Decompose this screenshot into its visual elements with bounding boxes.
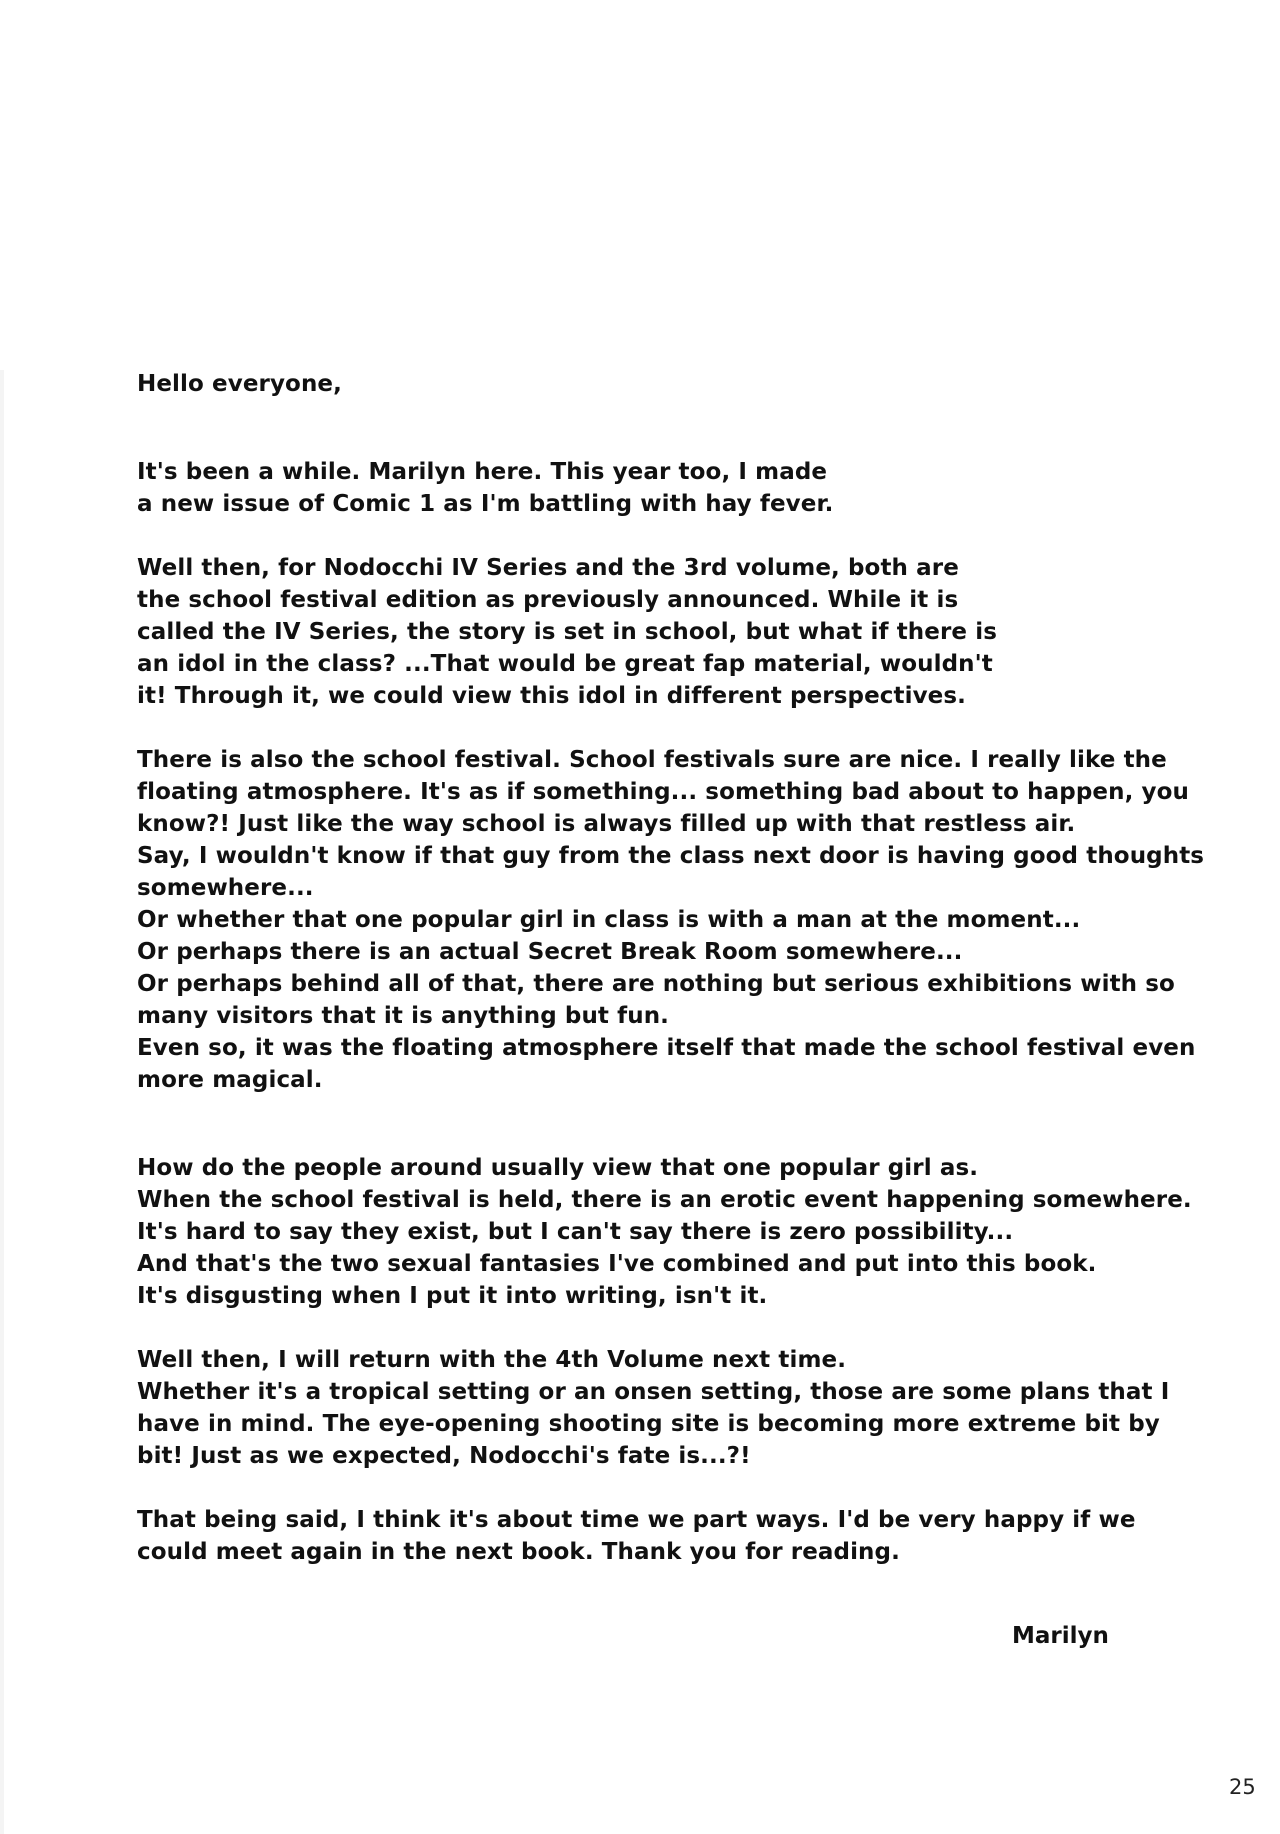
letter-paragraph-6: That being said, I think it's about time we part ways. I'd be very happy if we could meet again in the next book. Thank you for reading. bbox=[137, 1507, 1136, 1565]
page-number: 25 bbox=[1229, 1775, 1256, 1799]
letter-signature: Marilyn bbox=[1012, 1623, 1109, 1649]
letter-paragraph-3: There is also the school festival. School festivals sure are nice. I really like the floating atmosphere. It's as if something... something bad about to happen, you know?! Just like the way school is always filled up with that restless air. Say, I wouldn't know if that guy from the class next door is having good thoughts somewhere... Or whether that one popular girl in class is with a man at the moment... Or perhaps there is an actual Secret Break Room somewhere... Or perhaps behind all of that, there are nothing but serious exhibitions with so many visitors that it is anything but fun. Even so, it was the floating atmosphere itself that made the school festival even more magical. bbox=[137, 747, 1205, 1093]
letter-paragraph-4: How do the people around usually view that one popular girl as. When the school festival is held, there is an erotic event happening somewhere. It's hard to say they exist, but I can't say there is zero possibility... And that's the two sexual fantasies I've combined and put into this book. It's disgusting when I put it into writing, isn't it. bbox=[137, 1155, 1192, 1309]
letter-greeting: Hello everyone, bbox=[137, 371, 342, 397]
letter-paragraph-1: It's been a while. Marilyn here. This year too, I made a new issue of Comic 1 as I'm battling with hay fever. bbox=[137, 459, 834, 517]
scan-edge bbox=[0, 370, 4, 1834]
letter-paragraph-5: Well then, I will return with the 4th Volume next time. Whether it's a tropical setting or an onsen setting, those are some plans that I have in mind. The eye-opening shooting site is becoming more extreme bit by bit! Just as we expected, Nodocchi's fate is...?! bbox=[137, 1347, 1170, 1469]
letter-body bbox=[137, 368, 1247, 1568]
letter-paragraph-2: Well then, for Nodocchi IV Series and the 3rd volume, both are the school festival edition as previously announced. While it is called the IV Series, the story is set in school, but what if there is an idol in the class? ...That would be great fap material, wouldn't it! Through it, we could view this idol in different perspectives. bbox=[137, 555, 997, 709]
